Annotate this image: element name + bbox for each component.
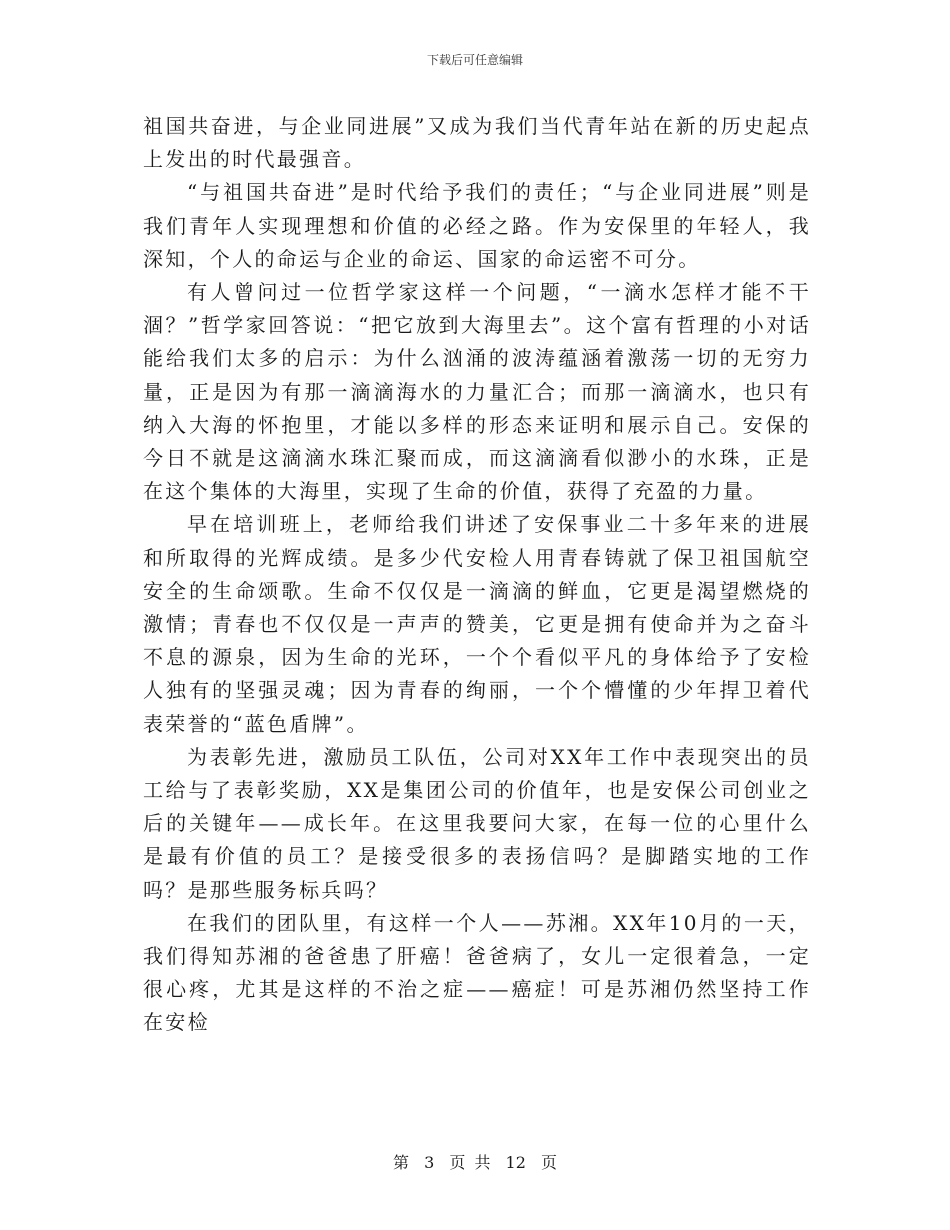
paragraph: 早在培训班上，老师给我们讲述了安保事业二十多年来的进展和所取得的光辉成绩。是多少代安检人用青春铸就了保卫祖国航空安全的生命颂歌。生命不仅仅是一滴滴的鲜血，它更是渴望燃烧的激情；青春也不仅仅是一声声的赞美，它更是拥有使命并为之奋斗不息的源泉，因为生命的光环，一个个看似平凡的身体给予了安检人独有的坚强灵魂；因为青春的绚丽，一个个懵懂的少年捍卫着代表荣誉的“蓝色盾牌”。 [143, 512, 811, 736]
document-body [143, 110, 811, 1040]
page-header [0, 52, 950, 68]
paragraph: 为表彰先进，激励员工队伍，公司对XX年工作中表现突出的员工给与了表彰奖励，XX是集团公司的价值年，也是安保公司创业之后的关键年——成长年。在这里我要问大家，在每一位的心里什么是最有价值的员工？是接受很多的表扬信吗？是脚踏实地的工作吗？是那些服务标兵吗？ [143, 744, 811, 902]
footer-suffix: 页 [541, 1153, 558, 1172]
footer-current-page: 3 [424, 1153, 435, 1172]
footer-total-pages: 12 [505, 1153, 526, 1172]
paragraph: 祖国共奋进，与企业同进展”又成为我们当代青年站在新的历史起点上发出的时代最强音。 [143, 114, 811, 172]
paragraph: 有人曾问过一位哲学家这样一个问题，“一滴水怎样才能不干涸？”哲学家回答说：“把它放到大海里去”。这个富有哲理的小对话能给我们太多的启示：为什么汹涌的波涛蕴涵着激荡一切的无穷力量，正是因为有那一滴滴海水的力量汇合；而那一滴滴水，也只有纳入大海的怀抱里，才能以多样的形态来证明和展示自己。安保的今日不就是这滴滴水珠汇聚而成，而这滴滴看似渺小的水珠，正是在这个集体的大海里，实现了生命的价值，获得了充盈的力量。 [143, 280, 811, 504]
header-note: 下载后可任意编辑 [426, 53, 523, 67]
footer-middle: 页 共 [449, 1153, 491, 1172]
footer-prefix: 第 [392, 1153, 409, 1172]
paragraph: 在我们的团队里，有这样一个人——苏湘。XX年10月的一天，我们得知苏湘的爸爸患了肝癌！爸爸病了，女儿一定很着急，一定很心疼，尤其是这样的不治之症——癌症！可是苏湘仍然坚持工作在安检 [143, 910, 811, 1035]
paragraph: “与祖国共奋进”是时代给予我们的责任；“与企业同进展”则是我们青年人实现理想和价值的必经之路。作为安保里的年轻人，我深知，个人的命运与企业的命运、国家的命运密不可分。 [143, 180, 811, 271]
page-footer [0, 1153, 950, 1173]
